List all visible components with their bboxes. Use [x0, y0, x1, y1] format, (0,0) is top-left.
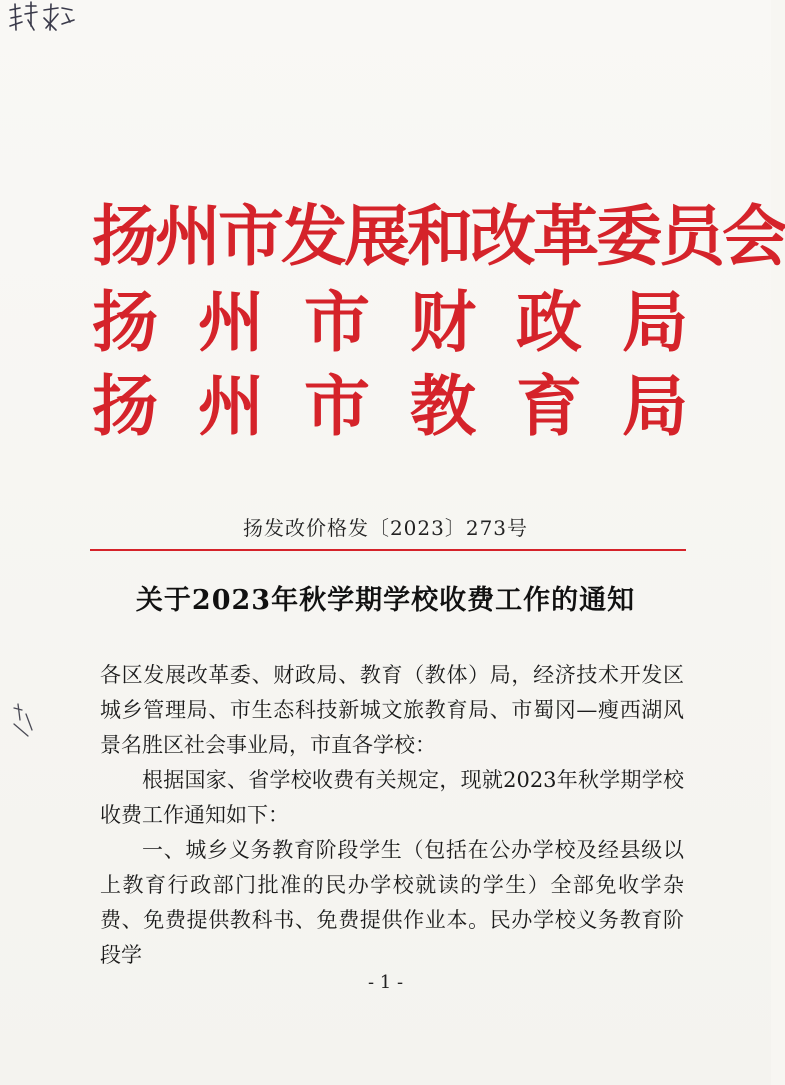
agency-char: 和	[407, 197, 470, 275]
agency-char: 会	[722, 197, 785, 275]
document-title: 关于2023年秋学期学校收费工作的通知	[135, 585, 636, 616]
agency-char: 委	[596, 197, 659, 275]
agency-char: 展	[344, 197, 407, 275]
intro-paragraph: 根据国家、省学校收费有关规定，现就2023年秋学期学校收费工作通知如下：	[100, 768, 684, 827]
agency-char: 育	[516, 367, 582, 445]
agency-char: 市	[304, 283, 370, 361]
agency-char: 州	[198, 367, 264, 445]
agency-char: 扬	[92, 197, 155, 275]
agency-char: 改	[470, 197, 533, 275]
document-body	[100, 658, 684, 973]
margin-pen-mark	[8, 700, 38, 740]
document-number: 扬发改价格发〔2023〕273号	[242, 516, 529, 540]
agency-char: 发	[281, 197, 344, 275]
recipients-paragraph: 各区发展改革委、财政局、教育（教体）局，经济技术开发区城乡管理局、市生态科技新城文旅教育局、市蜀冈—瘦西湖风景名胜区社会事业局，市直各学校：	[100, 663, 684, 757]
agency-char: 局	[622, 283, 688, 361]
agency-name-development-reform	[92, 197, 785, 275]
point-1-paragraph: 一、城乡义务教育阶段学生（包括在公办学校及经县级以上教育行政部门批准的民办学校就读的学生）全部免收学杂费、免费提供教科书、免费提供作业本。民办学校义务教育阶段学	[100, 838, 684, 967]
agency-char: 员	[659, 197, 722, 275]
agency-char: 革	[533, 197, 596, 275]
agency-char: 教	[410, 367, 476, 445]
agency-char: 市	[218, 197, 281, 275]
red-divider-line	[90, 549, 686, 551]
agency-char: 财	[410, 283, 476, 361]
page-number: - 1 -	[367, 972, 404, 993]
agency-char: 局	[622, 367, 688, 445]
agency-name-education-bureau	[92, 367, 688, 445]
agency-name-finance-bureau	[92, 283, 688, 361]
agency-char: 扬	[92, 283, 158, 361]
agency-char: 州	[155, 197, 218, 275]
handwritten-signature	[6, 0, 76, 40]
agency-char: 市	[304, 367, 370, 445]
agency-char: 扬	[92, 367, 158, 445]
agency-char: 州	[198, 283, 264, 361]
agency-char: 政	[516, 283, 582, 361]
